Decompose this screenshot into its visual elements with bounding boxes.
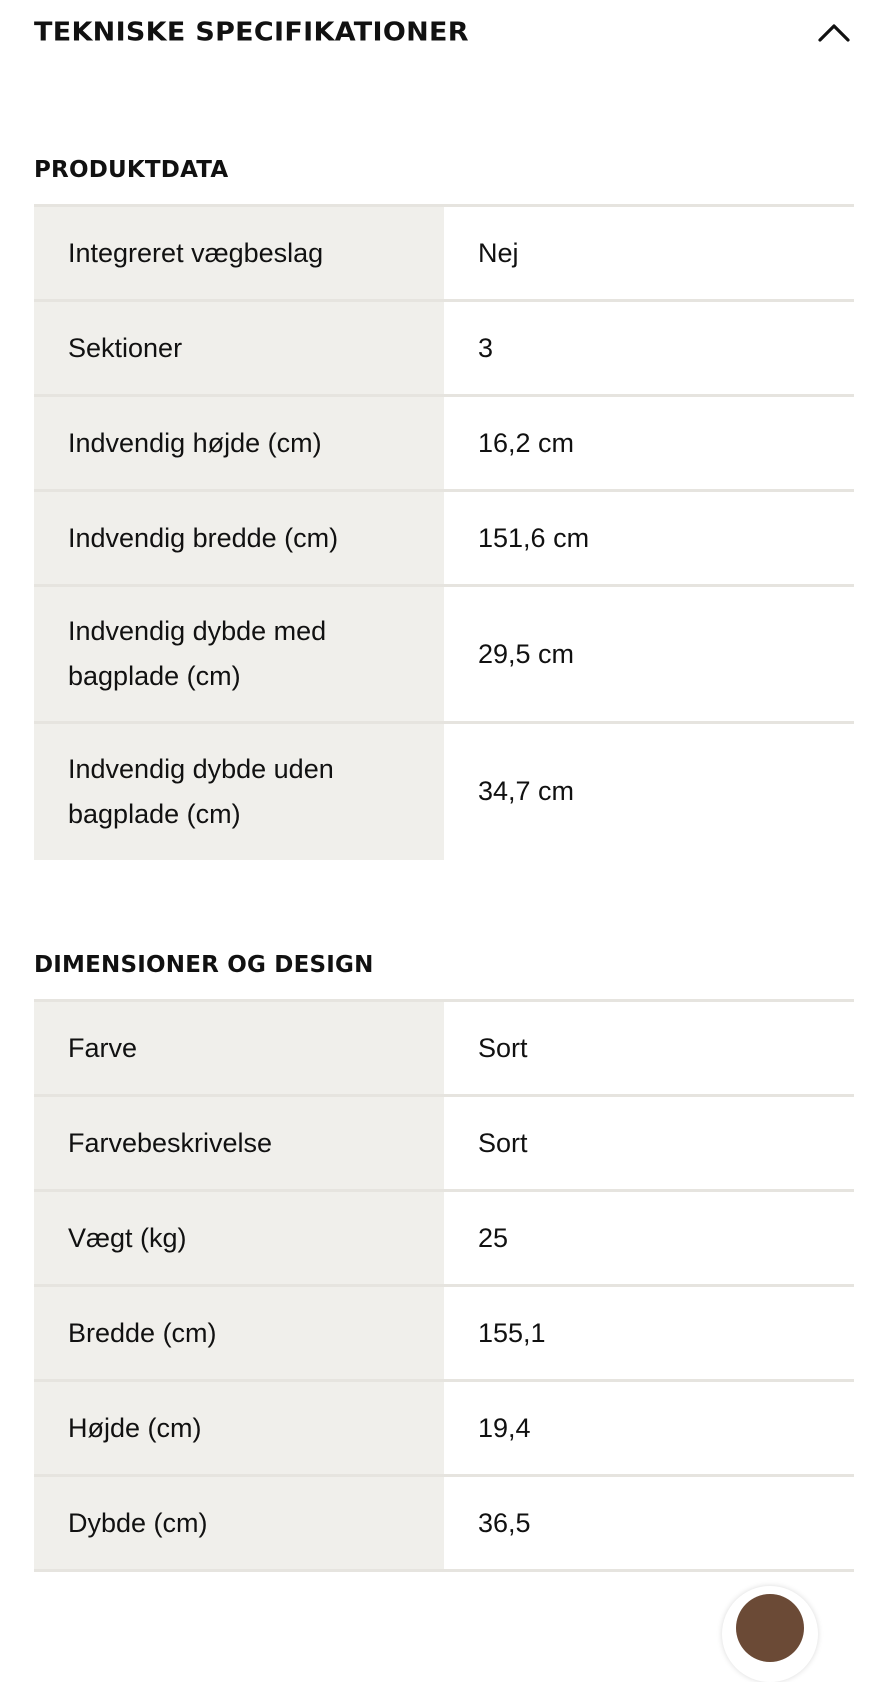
chevron-up-icon[interactable] [814,12,854,52]
section-title-produktdata: PRODUKTDATA [34,157,229,183]
avatar-face [736,1594,804,1662]
spec-label: Sektioner [34,301,444,396]
spec-label: Indvendig dybde med bagplade (cm) [34,586,444,723]
section-title-dimensioner-og-design: DIMENSIONER OG DESIGN [34,952,374,978]
spec-label: Farvebeskrivelse [34,1096,444,1191]
table-row [34,206,854,301]
spec-label: Indvendig højde (cm) [34,396,444,491]
spec-label: Højde (cm) [34,1381,444,1476]
spec-table-produktdata [34,204,854,860]
spec-label: Vægt (kg) [34,1191,444,1286]
spec-value: 34,7 cm [478,776,575,807]
spec-label: Farve [34,1001,444,1096]
spec-value: Nej [478,237,519,268]
accordion-header[interactable] [34,0,854,64]
spec-label: Bredde (cm) [34,1286,444,1381]
accordion-title: TEKNISKE SPECIFIKATIONER [34,17,469,47]
table-row [34,1096,854,1191]
table-row [34,491,854,586]
table-row [34,396,854,491]
table-row [34,301,854,396]
spec-value: Sort [478,1032,528,1063]
spec-value: 151,6 cm [478,522,590,553]
spec-value: Sort [478,1127,528,1158]
table-row [34,1191,854,1286]
spec-label: Indvendig dybde uden bagplade (cm) [34,723,444,860]
table-row [34,723,854,860]
support-agent-avatar[interactable] [722,1586,818,1682]
table-row [34,1001,854,1096]
spec-value: 155,1 [478,1317,546,1348]
table-row [34,586,854,723]
table-row [34,1286,854,1381]
spec-value: 25 [478,1222,509,1253]
spec-label: Dybde (cm) [34,1476,444,1571]
table-row [34,1476,854,1571]
spec-label: Indvendig bredde (cm) [34,491,444,586]
spec-value: 3 [478,332,494,363]
spec-value: 16,2 cm [478,427,575,458]
table-row [34,1381,854,1476]
spec-value: 19,4 [478,1412,531,1443]
spec-label: Integreret vægbeslag [34,206,444,301]
spec-table-dimensioner [34,999,854,1572]
spec-value: 36,5 [478,1507,531,1538]
spec-value: 29,5 cm [478,638,575,669]
